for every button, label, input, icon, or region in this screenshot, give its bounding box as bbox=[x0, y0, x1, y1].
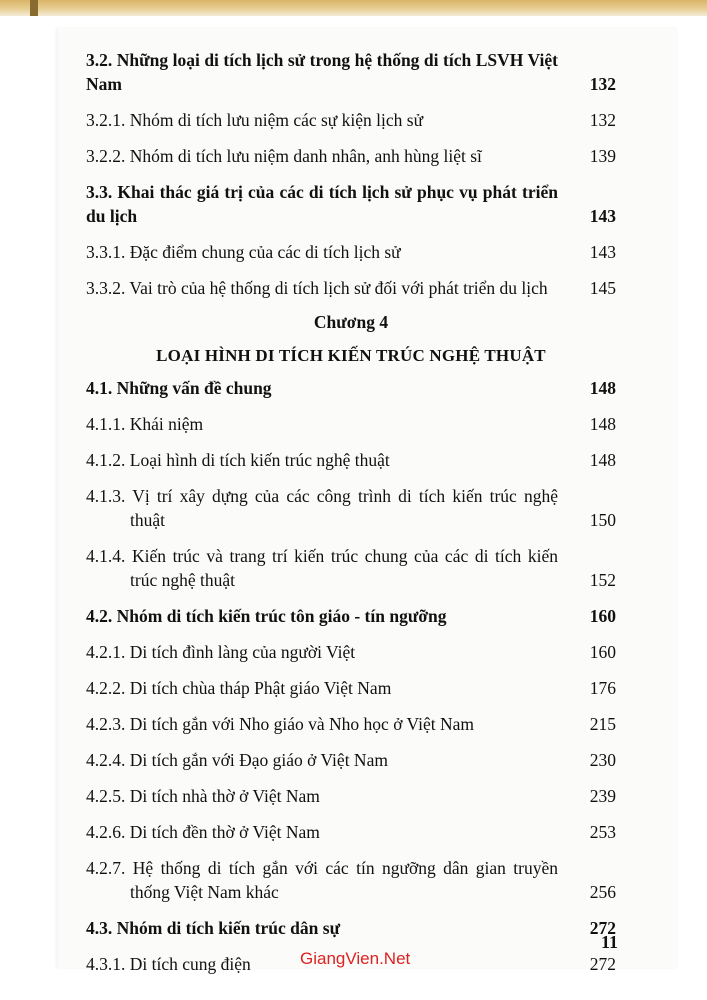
toc-entry-title: 4.2. Nhóm di tích kiến trúc tôn giáo - tín ngưỡng bbox=[86, 606, 447, 626]
toc-entry-title: 4.1.2. Loại hình di tích kiến trúc nghệ thuật bbox=[86, 450, 390, 470]
toc-entry-page: 160 bbox=[589, 606, 616, 626]
toc-entry-page: 272 bbox=[589, 918, 616, 938]
toc-entry-title: 4.2.4. Di tích gắn với Đạo giáo ở Việt Nam bbox=[86, 750, 388, 770]
toc-entry-page: 176 bbox=[589, 678, 616, 698]
toc-entry bbox=[86, 412, 616, 436]
toc-entry bbox=[86, 240, 616, 264]
toc-entry bbox=[86, 448, 616, 472]
toc-entry-page: 139 bbox=[589, 146, 616, 166]
table-of-contents bbox=[86, 48, 619, 976]
toc-entry-title: 3.2.1. Nhóm di tích lưu niệm các sự kiện lịch sử bbox=[86, 110, 424, 130]
watermark: GiangVien.Net bbox=[300, 949, 411, 968]
toc-entry-title: 4.3. Nhóm di tích kiến trúc dân sự bbox=[86, 918, 341, 938]
toc-entry-title: 4.2.6. Di tích đền thờ ở Việt Nam bbox=[86, 822, 320, 842]
page-number: 11 bbox=[601, 932, 619, 952]
toc-entry-title: 3.2.2. Nhóm di tích lưu niệm danh nhân, anh hùng liệt sĩ bbox=[86, 146, 482, 166]
toc-entry-title: 4.1.3. Vị trí xây dựng của các công trình di tích kiến trúc nghệ thuật bbox=[86, 486, 558, 530]
toc-entry-title: 4.2.1. Di tích đình làng của người Việt bbox=[86, 642, 356, 662]
toc-entry-title: 3.3.2. Vai trò của hệ thống di tích lịch sử đối với phát triển du lịch bbox=[86, 278, 548, 298]
toc-entry-page: 230 bbox=[589, 750, 616, 770]
toc-entry-title: 3.2. Những loại di tích lịch sử trong hệ thống di tích LSVH Việt Nam bbox=[86, 50, 558, 94]
toc-entry-page: 152 bbox=[589, 570, 616, 590]
toc-entry-title: 4.1. Những vấn đề chung bbox=[86, 378, 272, 398]
toc-entry-page: 256 bbox=[589, 882, 616, 902]
toc-entry-title: 4.1.4. Kiến trúc và trang trí kiến trúc chung của các di tích kiến trúc nghệ thuật bbox=[86, 546, 558, 590]
toc-entry-page: 132 bbox=[589, 74, 616, 94]
toc-entry-page: 148 bbox=[589, 378, 616, 398]
book-spine-strip bbox=[0, 0, 707, 16]
chapter-label: Chương 4 bbox=[313, 312, 389, 332]
toc-entry bbox=[86, 676, 616, 700]
toc-entry-title: 4.3.1. Di tích cung điện bbox=[86, 954, 251, 974]
toc-entry-page: 143 bbox=[589, 242, 616, 262]
toc-entry bbox=[86, 748, 616, 772]
toc-entry-page: 145 bbox=[589, 278, 616, 298]
toc-entry-title: 4.2.3. Di tích gắn với Nho giáo và Nho học ở Việt Nam bbox=[86, 714, 474, 734]
toc-entry bbox=[86, 544, 616, 592]
toc-entry bbox=[86, 144, 616, 168]
toc-entry-page: 132 bbox=[589, 110, 616, 130]
toc-entry bbox=[86, 856, 616, 904]
toc-entry bbox=[86, 376, 616, 400]
toc-entry bbox=[86, 820, 616, 844]
toc-entry-title: 4.2.7. Hệ thống di tích gắn với các tín ngưỡng dân gian truyền thống Việt Nam khác bbox=[86, 858, 558, 902]
toc-entry-page: 253 bbox=[589, 822, 616, 842]
toc-entry-page: 239 bbox=[589, 786, 616, 806]
toc-entry bbox=[86, 604, 616, 628]
toc-entry-page: 215 bbox=[589, 714, 616, 734]
toc-entry-title: 4.2.2. Di tích chùa tháp Phật giáo Việt Nam bbox=[86, 678, 392, 698]
toc-entry bbox=[86, 484, 616, 532]
chapter-title: LOẠI HÌNH DI TÍCH KIẾN TRÚC NGHỆ THUẬT bbox=[156, 346, 546, 365]
toc-entry-title: 3.3.1. Đặc điểm chung của các di tích lịch sử bbox=[86, 242, 401, 262]
toc-entry bbox=[86, 784, 616, 808]
toc-entry bbox=[86, 916, 616, 940]
toc-entry bbox=[86, 712, 616, 736]
toc-entry bbox=[86, 108, 616, 132]
toc-section-chapter-3 bbox=[86, 48, 616, 300]
toc-entry bbox=[86, 640, 616, 664]
chapter-heading bbox=[86, 310, 616, 368]
toc-entry-page: 143 bbox=[589, 206, 616, 226]
toc-entry-title: 4.2.5. Di tích nhà thờ ở Việt Nam bbox=[86, 786, 320, 806]
toc-entry bbox=[86, 180, 616, 228]
toc-entry-page: 160 bbox=[589, 642, 616, 662]
toc-entry-page: 272 bbox=[589, 954, 616, 974]
toc-entry bbox=[86, 48, 616, 96]
toc-entry-title: 4.1.1. Khái niệm bbox=[86, 414, 204, 434]
toc-entry-page: 150 bbox=[589, 510, 616, 530]
toc-entry-page: 148 bbox=[589, 414, 616, 434]
toc-section-chapter-4 bbox=[86, 376, 619, 976]
toc-entry-title: 3.3. Khai thác giá trị của các di tích lịch sử phục vụ phát triển du lịch bbox=[86, 182, 558, 226]
toc-entry-page: 148 bbox=[589, 450, 616, 470]
toc-entry bbox=[86, 276, 616, 300]
